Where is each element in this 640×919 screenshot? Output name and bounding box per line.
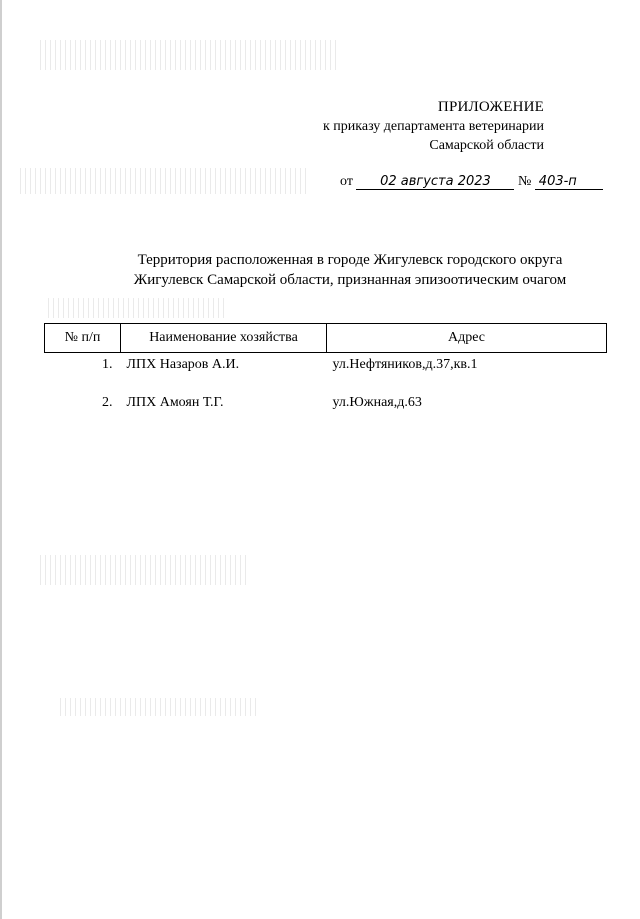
table-row: [45, 353, 607, 392]
number-label: №: [517, 174, 532, 189]
col-header-name: Наименование хозяйства: [121, 324, 327, 353]
row-address: ул.Южная,д.63: [332, 395, 422, 410]
appendix-line-1: к приказу департамента ветеринарии: [322, 119, 544, 134]
document-title-line-1: Территория расположенная в городе Жигулевск городского округа: [137, 252, 563, 268]
scan-noise: [60, 698, 260, 716]
table-header-row: [45, 324, 607, 353]
order-number: 403-п: [535, 174, 603, 190]
order-date: 02 августа 2023: [356, 174, 514, 190]
row-name: ЛПХ Амоян Т.Г.: [126, 395, 224, 410]
row-address: ул.Нефтяников,д.37,кв.1: [332, 357, 478, 372]
appendix-header: [323, 98, 544, 155]
scan-edge: [0, 0, 2, 919]
table-row: [45, 391, 607, 429]
col-header-number: № п/п: [45, 324, 121, 353]
document-title: [110, 250, 590, 290]
scan-noise: [40, 555, 250, 585]
appendix-title: ПРИЛОЖЕНИЕ: [437, 99, 544, 115]
scan-noise: [48, 298, 228, 318]
scan-noise: [40, 40, 340, 70]
order-reference: [340, 174, 603, 190]
col-header-address: Адрес: [327, 324, 607, 353]
from-label: от: [340, 174, 353, 189]
row-number: 2.: [102, 395, 113, 410]
appendix-line-2: Самарской области: [429, 138, 544, 153]
households-table: [44, 323, 607, 429]
row-number: 1.: [102, 357, 113, 372]
document-title-line-2: Жигулевск Самарской области, признанная эпизоотическим очагом: [133, 272, 567, 288]
scan-noise: [20, 168, 310, 194]
row-name: ЛПХ Назаров А.И.: [126, 357, 240, 372]
